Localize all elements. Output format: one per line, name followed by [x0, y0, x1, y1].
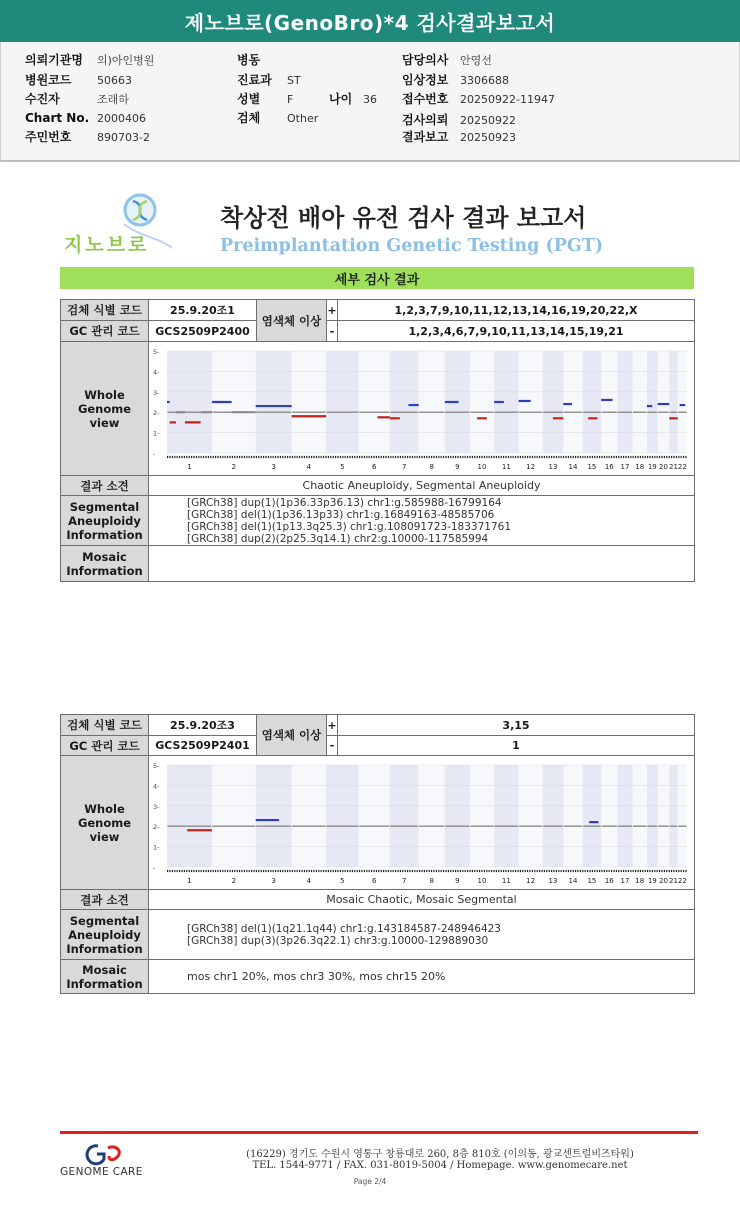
field-receipt-no-value: 20250922-11947	[460, 93, 555, 106]
table-row	[61, 321, 695, 342]
chromosome-label: 10	[477, 876, 487, 885]
mos-label-line: Information	[66, 563, 143, 578]
field-doctor	[402, 51, 492, 68]
chromosome-band	[543, 765, 564, 867]
y-tick-label: 3-	[153, 802, 160, 811]
chromosome-band	[583, 765, 601, 867]
field-institution	[25, 51, 154, 68]
seg-label-line: Information	[66, 527, 143, 542]
section-detail-results-title: 세부 검사 결과	[334, 272, 420, 288]
chromosome-label: 20	[658, 462, 668, 471]
gain-sign: +	[327, 300, 338, 321]
table-row	[61, 476, 695, 496]
logo-wordmark: 지노브로	[64, 234, 150, 256]
finding-header: 결과 소견	[61, 476, 149, 496]
chromosome-label: 7	[401, 462, 407, 471]
field-ward-label: 병동	[237, 53, 261, 67]
table-row	[61, 496, 695, 546]
report-title-english: Preimplantation Genetic Testing (PGT)	[220, 236, 604, 256]
y-tick-label: 5-	[153, 761, 160, 770]
segmental-aneuploidy-header	[61, 910, 149, 960]
table-row	[61, 756, 695, 890]
segmental-entry: [GRCh38] dup(2)(2p25.3q14.1) chr2:g.10000-117585994	[187, 532, 489, 545]
field-resident-no-value: 890703-2	[97, 131, 150, 144]
chromosome-label: 13	[548, 876, 558, 885]
chromosome-band	[256, 351, 292, 453]
field-test-request	[402, 111, 516, 128]
segmental-entry: [GRCh38] del(1)(1p36.13p33) chr1:g.16849163-48585706	[187, 508, 495, 521]
chromosome-label: 18	[635, 876, 645, 885]
segmental-entry: [GRCh38] del(1)(1q21.1q44) chr1:g.143184587-248946423	[187, 922, 501, 935]
chromosome-label: 13	[548, 462, 558, 471]
report-header-title: 제노브로(GenoBro)*4 검사결과보고서	[184, 10, 556, 35]
chromosome-band	[390, 765, 419, 867]
chromosome-label: 4	[306, 876, 312, 885]
segmental-entry: [GRCh38] dup(1)(1p36.33p36.13) chr1:g.585988-16799164	[187, 496, 502, 509]
mosaic-info-value	[149, 546, 695, 582]
field-sex-label: 성별	[237, 92, 261, 106]
chromosome-label: 5	[340, 876, 345, 885]
field-examinee-value: 조래하	[97, 93, 129, 106]
field-specimen-value: Other	[287, 112, 319, 125]
field-examinee-label: 수진자	[25, 92, 60, 106]
field-age	[329, 90, 377, 107]
y-tick-label: -	[153, 449, 156, 458]
footer-contact: TEL. 1544-9771 / FAX. 031-8019-5004 / Homepage. www.genomecare.net	[252, 1160, 628, 1171]
chromosome-band	[390, 351, 419, 453]
field-test-request-value: 20250922	[460, 114, 516, 127]
table-row	[61, 342, 695, 476]
gc-code-value: GCS2509P2400	[149, 321, 257, 342]
y-tick-label: 4-	[153, 367, 160, 376]
segmental-aneuploidy-header	[61, 496, 149, 546]
chromosome-label: 14	[568, 462, 578, 471]
field-examinee	[25, 90, 129, 107]
segmental-entry: [GRCh38] dup(3)(3p26.3q22.1) chr3:g.10000-129889030	[187, 934, 489, 947]
field-hospital-code-value: 50663	[97, 74, 132, 87]
field-specimen	[237, 109, 318, 126]
chromosome-label: 16	[604, 876, 614, 885]
field-clinical-info	[402, 71, 509, 88]
chromosome-label: 14	[568, 876, 578, 885]
chromosome-label: 11	[501, 462, 511, 471]
chromosome-band	[167, 765, 212, 867]
table-row	[61, 736, 695, 756]
y-tick-label: 2-	[153, 822, 160, 831]
y-tick-label: 4-	[153, 781, 160, 790]
seg-label-line: Segmental	[69, 913, 140, 928]
genobro-logo	[60, 192, 180, 256]
field-resident-no	[25, 128, 150, 145]
chromosome-label: 3	[271, 462, 276, 471]
loss-chromosomes: 1	[338, 736, 695, 756]
table-row	[61, 300, 695, 321]
seg-label-line: Information	[66, 941, 143, 956]
seg-label-line: Aneuploidy	[68, 927, 141, 942]
sample-id-value: 25.9.20조1	[149, 300, 257, 321]
chromosome-label: 7	[401, 876, 407, 885]
loss-sign: -	[327, 736, 338, 756]
chromosome-label: 17	[620, 462, 630, 471]
field-hospital-code	[25, 71, 132, 88]
field-resident-no-label: 주민번호	[25, 130, 72, 144]
chromosome-label: 8	[429, 876, 434, 885]
whole-genome-plot	[149, 757, 694, 889]
footer-address: (16229) 경기도 수원시 영통구 창룡대로 260, 8층 810호 (이의동, 광교센트럴비즈타워)	[246, 1149, 634, 1160]
field-result-report-label: 결과보고	[402, 130, 449, 144]
section-detail-results	[60, 267, 694, 289]
field-result-report	[402, 128, 516, 145]
result-table-sample-1	[60, 299, 695, 582]
wgv-label-line: view	[89, 415, 120, 430]
chromosome-label: 17	[620, 876, 630, 885]
y-tick-label: 5-	[153, 347, 160, 356]
chromosome-label: 22	[677, 462, 687, 471]
mosaic-info-header	[61, 546, 149, 582]
seg-label-line: Segmental	[69, 499, 140, 514]
y-tick-label: 2-	[153, 408, 160, 417]
finding-value: Mosaic Chaotic, Mosaic Segmental	[149, 890, 695, 910]
field-result-report-value: 20250923	[460, 131, 516, 144]
field-test-request-label: 검사의뢰	[402, 113, 449, 127]
whole-genome-plot-cell	[149, 756, 695, 890]
field-sex	[237, 90, 293, 107]
gc-code-header: GC 관리 코드	[61, 736, 149, 756]
chromosome-label: 6	[372, 876, 377, 885]
chromosome-abnormality-header: 염색체 이상	[257, 300, 327, 342]
chromosome-band	[647, 765, 658, 867]
sample-id-header: 검체 식별 코드	[61, 300, 149, 321]
table-row	[61, 715, 695, 736]
y-tick-label: 3-	[153, 388, 160, 397]
chromosome-label: 21	[669, 876, 678, 885]
chromosome-band	[167, 351, 212, 453]
gain-sign: +	[327, 715, 338, 736]
whole-genome-view-header	[61, 342, 149, 476]
field-clinical-info-value: 3306688	[460, 74, 509, 87]
chromosome-label: 18	[635, 462, 645, 471]
chromosome-label: 12	[526, 462, 536, 471]
gc-code-value: GCS2509P2401	[149, 736, 257, 756]
chromosome-label: 2	[231, 462, 237, 471]
mosaic-info-header	[61, 960, 149, 994]
chromosome-label: 19	[647, 462, 657, 471]
chromosome-label: 15	[587, 462, 597, 471]
footer-divider	[60, 1131, 698, 1134]
field-age-value: 36	[363, 93, 377, 106]
wgv-label-line: Whole	[84, 801, 125, 816]
chromosome-band	[256, 765, 292, 867]
field-receipt-no	[402, 90, 555, 107]
finding-value: Chaotic Aneuploidy, Segmental Aneuploidy	[149, 476, 695, 496]
y-tick-label: -	[153, 863, 156, 872]
field-department	[237, 71, 301, 88]
loss-chromosomes: 1,2,3,4,6,7,9,10,11,13,14,15,19,21	[338, 321, 695, 342]
gain-chromosomes: 3,15	[338, 715, 695, 736]
seg-label-line: Aneuploidy	[68, 513, 141, 528]
field-department-value: ST	[287, 74, 301, 87]
chromosome-label: 6	[372, 462, 377, 471]
report-title-korean: 착상전 배아 유전 검사 결과 보고서	[220, 204, 587, 232]
field-clinical-info-label: 임상정보	[402, 73, 449, 87]
field-receipt-no-label: 접수번호	[402, 92, 449, 106]
genome-care-wordmark: GENOME CARE	[60, 1166, 143, 1178]
whole-genome-plot-cell	[149, 342, 695, 476]
patient-info-panel	[0, 42, 740, 162]
chromosome-label: 8	[429, 462, 434, 471]
gain-chromosomes: 1,2,3,7,9,10,11,12,13,14,16,19,20,22,X	[338, 300, 695, 321]
wgv-label-line: Genome	[77, 401, 132, 416]
field-chart-no-label: Chart No.	[25, 111, 90, 125]
y-tick-label: 1-	[153, 429, 160, 438]
field-doctor-label: 담당의사	[402, 53, 449, 67]
chromosome-band	[669, 351, 678, 453]
chromosome-label: 19	[647, 876, 657, 885]
genome-care-mark-icon	[82, 1142, 126, 1168]
field-ward	[237, 51, 287, 68]
wgv-label-line: Genome	[77, 815, 132, 830]
chromosome-label: 9	[455, 876, 460, 885]
chromosome-band	[583, 351, 601, 453]
field-chart-no	[25, 111, 146, 125]
report-header-bar	[0, 0, 740, 42]
chromosome-band	[494, 765, 518, 867]
chromosome-label: 4	[306, 462, 312, 471]
chromosome-label: 9	[455, 462, 460, 471]
sample-id-value: 25.9.20조3	[149, 715, 257, 736]
segmental-aneuploidy-list	[149, 910, 695, 960]
chromosome-band	[617, 765, 632, 867]
chromosome-band	[326, 351, 359, 453]
chromosome-label: 12	[526, 876, 536, 885]
page-number: Page 2/4	[353, 1177, 387, 1186]
chromosome-label: 1	[187, 462, 192, 471]
plot-area	[167, 765, 687, 867]
mos-label-line: Information	[66, 976, 143, 991]
table-row	[61, 910, 695, 960]
chromosome-label: 20	[658, 876, 668, 885]
chromosome-label: 15	[587, 876, 597, 885]
loss-sign: -	[327, 321, 338, 342]
chromosome-label: 21	[669, 462, 678, 471]
field-institution-label: 의뢰기관명	[25, 53, 83, 67]
chromosome-label: 3	[271, 876, 276, 885]
chromosome-abnormality-header: 염색체 이상	[257, 715, 327, 756]
field-department-label: 진료과	[237, 73, 272, 87]
chromosome-band	[647, 351, 658, 453]
chromosome-band	[617, 351, 632, 453]
field-specimen-label: 검체	[237, 111, 261, 125]
whole-genome-plot	[149, 343, 694, 475]
chromosome-label: 22	[677, 876, 687, 885]
mos-label-line: Mosaic	[82, 549, 127, 564]
chromosome-band	[669, 765, 678, 867]
whole-genome-view-header	[61, 756, 149, 890]
chromosome-band	[326, 765, 359, 867]
y-tick-label: 1-	[153, 843, 160, 852]
table-row	[61, 890, 695, 910]
mosaic-info-value: mos chr1 20%, mos chr3 30%, mos chr15 20%	[149, 960, 695, 994]
field-age-label: 나이	[329, 92, 353, 106]
chromosome-band	[445, 765, 470, 867]
chromosome-label: 5	[340, 462, 345, 471]
finding-header: 결과 소견	[61, 890, 149, 910]
field-chart-no-value: 2000406	[97, 112, 146, 125]
field-hospital-code-label: 병원코드	[25, 73, 72, 87]
field-institution-value: 의)아인병원	[97, 54, 155, 67]
gc-code-header: GC 관리 코드	[61, 321, 149, 342]
chromosome-label: 10	[477, 462, 487, 471]
table-row	[61, 546, 695, 582]
wgv-label-line: view	[89, 829, 120, 844]
wgv-label-line: Whole	[84, 387, 125, 402]
plot-area	[167, 351, 687, 453]
result-table-sample-2	[60, 714, 695, 994]
chromosome-label: 1	[187, 876, 192, 885]
chromosome-label: 2	[231, 876, 237, 885]
field-doctor-value: 안영선	[460, 54, 492, 67]
sample-id-header: 검체 식별 코드	[61, 715, 149, 736]
segmental-entry: [GRCh38] del(1)(1p13.3q25.3) chr1:g.108091723-183371761	[187, 520, 512, 533]
table-row	[61, 960, 695, 994]
segmental-aneuploidy-list	[149, 496, 695, 546]
genome-care-logo	[58, 1140, 158, 1185]
mos-label-line: Mosaic	[82, 962, 127, 977]
chromosome-band	[543, 351, 564, 453]
field-sex-value: F	[287, 93, 294, 106]
chromosome-label: 11	[501, 876, 511, 885]
chromosome-label: 16	[604, 462, 614, 471]
